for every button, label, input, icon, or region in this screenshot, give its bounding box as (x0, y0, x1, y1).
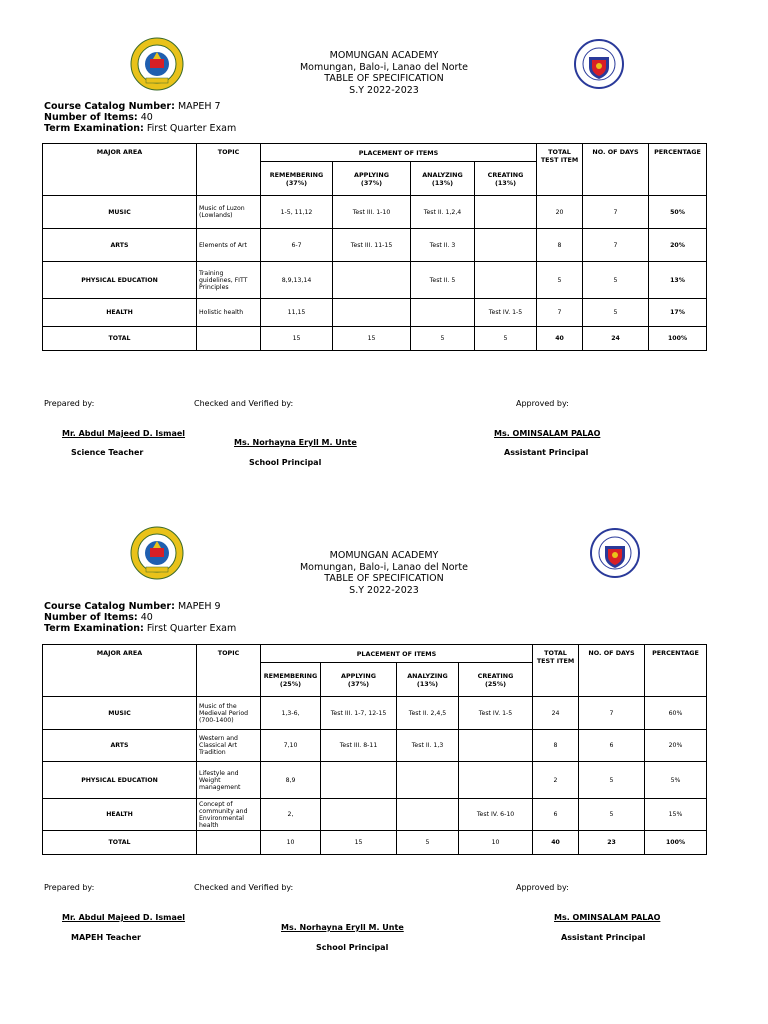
total-analyzing: 5 (411, 327, 475, 351)
cell-days: 6 (579, 730, 645, 762)
document-title: TABLE OF SPECIFICATION (324, 73, 444, 84)
cell-percentage: 60% (645, 697, 707, 730)
table-row (43, 229, 707, 262)
checked-role: School Principal (316, 943, 389, 952)
school-name: MOMUNGAN ACADEMY (329, 50, 439, 61)
total-row (43, 327, 707, 351)
cell-percentage: 17% (649, 299, 707, 327)
cell-applying: Test III. 1-10 (333, 196, 411, 229)
catalog-label: Course Catalog Number: (44, 101, 175, 112)
cell-total: 5 (537, 262, 583, 299)
cell-applying (333, 299, 411, 327)
cell-creating (459, 730, 533, 762)
cell-creating (459, 762, 533, 799)
col-days: NO. OF DAYS (579, 645, 645, 697)
cell-applying: Test III. 11-15 (333, 229, 411, 262)
cell-days: 5 (583, 299, 649, 327)
total-row (43, 831, 707, 855)
cell-creating (475, 262, 537, 299)
cell-percentage: 20% (645, 730, 707, 762)
col-applying: APPLYING (37%) (321, 663, 397, 697)
cell-percentage: 20% (649, 229, 707, 262)
tos-sheet-mapeh9 (0, 501, 768, 1001)
term-value: First Quarter Exam (146, 123, 237, 134)
total-remembering: 10 (261, 831, 321, 855)
table-row (43, 730, 707, 762)
col-percentage: PERCENTAGE (649, 144, 707, 196)
cell-analyzing: Test II. 2,4,5 (397, 697, 459, 730)
cell-area: MUSIC (43, 697, 197, 730)
col-topic: TOPIC (197, 645, 261, 697)
cell-percentage: 15% (645, 799, 707, 831)
prepared-label: Prepared by: (44, 399, 95, 408)
cell-applying (321, 799, 397, 831)
col-remembering: REMEMBERING (25%) (261, 663, 321, 697)
tos-sheet-mapeh7 (0, 0, 768, 500)
total-label: TOTAL (43, 327, 197, 351)
cell-days: 5 (579, 762, 645, 799)
cell-analyzing: Test II. 1,3 (397, 730, 459, 762)
cell-area: ARTS (43, 229, 197, 262)
col-remembering: REMEMBERING (37%) (261, 162, 333, 196)
cell-analyzing (397, 762, 459, 799)
school-name: MOMUNGAN ACADEMY (329, 550, 439, 561)
cell-area: MUSIC (43, 196, 197, 229)
cell-creating: Test IV. 1-5 (459, 697, 533, 730)
cell-applying: Test III. 1-7, 12-15 (321, 697, 397, 730)
cell-applying (333, 262, 411, 299)
course-meta (44, 601, 236, 634)
checked-name: Ms. Norhayna Eryll M. Unte (281, 923, 404, 932)
cell-topic: Western and Classical Art Tradition (197, 730, 261, 762)
cell-area: PHYSICAL EDUCATION (43, 762, 197, 799)
cell-remembering: 11,15 (261, 299, 333, 327)
col-placement: PLACEMENT OF ITEMS (261, 144, 537, 162)
col-major-area: MAJOR AREA (43, 144, 197, 196)
cell-topic (197, 831, 261, 855)
cell-remembering: 7,10 (261, 730, 321, 762)
cell-remembering: 8,9 (261, 762, 321, 799)
checked-label: Checked and Verified by: (194, 399, 294, 408)
course-meta (44, 101, 236, 134)
cell-days: 7 (579, 697, 645, 730)
cell-percentage: 50% (649, 196, 707, 229)
total-percentage: 100% (649, 327, 707, 351)
checked-name: Ms. Norhayna Eryll M. Unte (234, 438, 357, 447)
total-analyzing: 5 (397, 831, 459, 855)
total-days: 24 (583, 327, 649, 351)
cell-analyzing: Test II. 1,2,4 (411, 196, 475, 229)
cell-total: 8 (537, 229, 583, 262)
document-title: TABLE OF SPECIFICATION (324, 573, 444, 584)
specification-table (42, 644, 707, 855)
cell-remembering: 6-7 (261, 229, 333, 262)
items-value: 40 (140, 612, 153, 623)
cell-creating (475, 229, 537, 262)
cell-percentage: 5% (645, 762, 707, 799)
cell-area: ARTS (43, 730, 197, 762)
table-row (43, 799, 707, 831)
cell-total: 24 (533, 697, 579, 730)
items-label: Number of Items: (44, 612, 138, 623)
cell-days: 5 (583, 262, 649, 299)
col-analyzing: ANALYZING (13%) (411, 162, 475, 196)
catalog-value: MAPEH 9 (177, 601, 221, 612)
total-days: 23 (579, 831, 645, 855)
cell-topic: Concept of community and Environmental health (197, 799, 261, 831)
cell-topic: Elements of Art (197, 229, 261, 262)
cell-total: 6 (533, 799, 579, 831)
cell-applying: Test III. 8-11 (321, 730, 397, 762)
catalog-value: MAPEH 7 (177, 101, 221, 112)
total-label: TOTAL (43, 831, 197, 855)
total-items: 40 (533, 831, 579, 855)
specification-table (42, 143, 707, 351)
term-value: First Quarter Exam (146, 623, 237, 634)
cell-creating: Test IV. 6-10 (459, 799, 533, 831)
total-applying: 15 (321, 831, 397, 855)
cell-total: 7 (537, 299, 583, 327)
approved-name: Ms. OMINSALAM PALAO (554, 913, 661, 922)
cell-remembering: 1-5, 11,12 (261, 196, 333, 229)
prepared-name: Mr. Abdul Majeed D. Ismael (62, 429, 186, 438)
total-creating: 5 (475, 327, 537, 351)
col-applying: APPLYING (37%) (333, 162, 411, 196)
total-remembering: 15 (261, 327, 333, 351)
approved-label: Approved by: (516, 883, 569, 892)
document-header (0, 50, 768, 96)
cell-area: PHYSICAL EDUCATION (43, 262, 197, 299)
cell-total: 2 (533, 762, 579, 799)
col-total: TOTAL TEST ITEM (533, 645, 579, 697)
total-creating: 10 (459, 831, 533, 855)
approved-role: Assistant Principal (504, 448, 589, 457)
catalog-label: Course Catalog Number: (44, 601, 175, 612)
cell-remembering: 2, (261, 799, 321, 831)
col-creating: CREATING (13%) (475, 162, 537, 196)
cell-analyzing: Test II. 5 (411, 262, 475, 299)
approved-name: Ms. OMINSALAM PALAO (494, 429, 601, 438)
col-percentage: PERCENTAGE (645, 645, 707, 697)
col-topic: TOPIC (197, 144, 261, 196)
cell-days: 7 (583, 196, 649, 229)
col-creating: CREATING (25%) (459, 663, 533, 697)
cell-topic: Music of Luzon (Lowlands) (197, 196, 261, 229)
table-row (43, 262, 707, 299)
table-row (43, 299, 707, 327)
cell-applying (321, 762, 397, 799)
school-year: S.Y 2022-2023 (349, 584, 419, 596)
checked-label: Checked and Verified by: (194, 883, 294, 892)
col-total: TOTAL TEST ITEM (537, 144, 583, 196)
col-placement: PLACEMENT OF ITEMS (261, 645, 533, 663)
cell-percentage: 13% (649, 262, 707, 299)
term-label: Term Examination: (44, 123, 144, 134)
cell-remembering: 1,3-6, (261, 697, 321, 730)
checked-role: School Principal (249, 458, 322, 467)
cell-area: HEALTH (43, 299, 197, 327)
table-row (43, 762, 707, 799)
cell-topic: Lifestyle and Weight management (197, 762, 261, 799)
cell-total: 8 (533, 730, 579, 762)
cell-analyzing: Test II. 3 (411, 229, 475, 262)
cell-remembering: 8,9,13,14 (261, 262, 333, 299)
prepared-role: MAPEH Teacher (71, 933, 141, 942)
cell-analyzing (397, 799, 459, 831)
cell-area: HEALTH (43, 799, 197, 831)
total-items: 40 (537, 327, 583, 351)
prepared-label: Prepared by: (44, 883, 95, 892)
prepared-role: Science Teacher (71, 448, 144, 457)
term-label: Term Examination: (44, 623, 144, 634)
cell-days: 5 (579, 799, 645, 831)
table-row (43, 697, 707, 730)
total-percentage: 100% (645, 831, 707, 855)
cell-topic: Holistic health (197, 299, 261, 327)
items-label: Number of Items: (44, 112, 138, 123)
cell-topic (197, 327, 261, 351)
col-days: NO. OF DAYS (583, 144, 649, 196)
cell-topic: Training guidelines, FITT Principles (197, 262, 261, 299)
total-applying: 15 (333, 327, 411, 351)
table-row (43, 196, 707, 229)
school-address: Momungan, Balo-i, Lanao del Norte (299, 61, 468, 73)
cell-creating (475, 196, 537, 229)
prepared-name: Mr. Abdul Majeed D. Ismael (62, 913, 186, 922)
cell-days: 7 (583, 229, 649, 262)
approved-role: Assistant Principal (561, 933, 646, 942)
col-analyzing: ANALYZING (13%) (397, 663, 459, 697)
cell-topic: Music of the Medieval Period (700-1400) (197, 697, 261, 730)
document-header (0, 550, 768, 596)
cell-creating: Test IV. 1-5 (475, 299, 537, 327)
school-year: S.Y 2022-2023 (349, 84, 419, 96)
items-value: 40 (140, 112, 153, 123)
approved-label: Approved by: (516, 399, 569, 408)
cell-total: 20 (537, 196, 583, 229)
cell-analyzing (411, 299, 475, 327)
school-address: Momungan, Balo-i, Lanao del Norte (299, 561, 468, 573)
col-major-area: MAJOR AREA (43, 645, 197, 697)
